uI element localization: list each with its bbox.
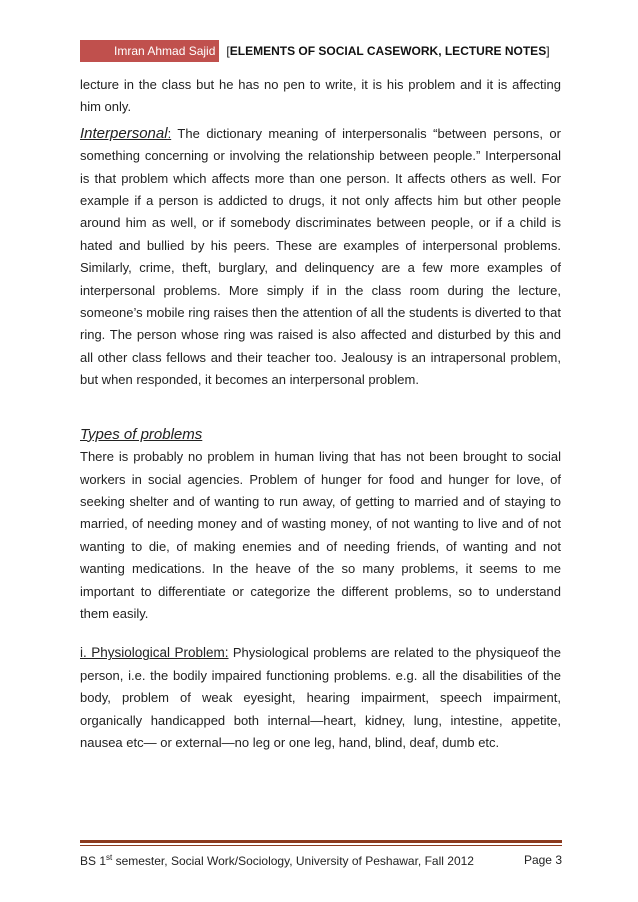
footer-course: BS 1st semester, Social Work/Sociology, University of Peshawar, Fall 2012 — [80, 853, 474, 868]
interpersonal-heading: Interpersonal — [80, 124, 168, 142]
page-footer — [80, 853, 562, 868]
footer-rule-thick — [80, 840, 562, 843]
header-title-text: ELEMENTS OF SOCIAL CASEWORK, LECTURE NOTES — [229, 44, 547, 58]
page-body — [80, 74, 561, 754]
paragraph-physiological: i. Physiological Problem: Physiological problems are related to the physiqueof the person, i.e. the bodily impaired functioning problems. e.g. all the disabilities of the body, problem of weak eyesight, hearing impairment, speech impairment, organically handicapped both internal—heart, kidney, lung, intestine, appetite, nausea etc— or external—no leg or one leg, hand, blind, deaf, dumb etc. — [80, 645, 561, 750]
footer-page-number: Page 3 — [523, 853, 562, 867]
physiological-heading: i. Physiological Problem: — [80, 645, 229, 661]
header-author: Imran Ahmad Sajid — [80, 40, 219, 62]
paragraph-interpersonal: Interpersonal: The dictionary meaning of interpersonalis “between persons, or something concerning or involving the relationship between people.” Interpersonal is that problem which affects more than one person. It affects others as well. For example if a person is addicted to drugs, it not only affects him but other people around him as well, or if somebody discriminates between people, or if a child is hated and bullied by his peers. These are examples of interpersonal problems. Similarly, crime, theft, burglary, and delinquency are a few more examples of interpersonal problems. More simply if in the class room during the lecture, someone’s mobile ring raises then the attention of all the students is diverted to that ring. The person whose ring was raised is also affected and disturbed by this and all other class fellows and their teacher too. Jealousy is an intrapersonal problem, but when responded, it becomes an interpersonal problem. — [80, 124, 561, 388]
paragraph-types: There is probably no problem in human living that has not been brought to social workers in social agencies. Problem of hunger for food and hunger for love, of seeking shelter and of wanting to run away, of getting to married and of staying to married, of needing money and of wasting money, of not wanting to live and of not wanting to die, of making enemies and of needing friends, of wanting and not wanting medications. In the heave of the so many problems, it seems to me important to differentiate or categorize the different problems, so to understand them easily. — [80, 449, 561, 621]
page-header — [80, 40, 550, 62]
types-heading: Types of problems — [80, 425, 203, 443]
paragraph-continuation: lecture in the class but he has no pen to write, it is his problem and it is affecting him only. — [80, 77, 561, 115]
header-title: [ELEMENTS OF SOCIAL CASEWORK, LECTURE NOTES] — [226, 44, 550, 58]
footer-rule-thin — [80, 845, 562, 846]
